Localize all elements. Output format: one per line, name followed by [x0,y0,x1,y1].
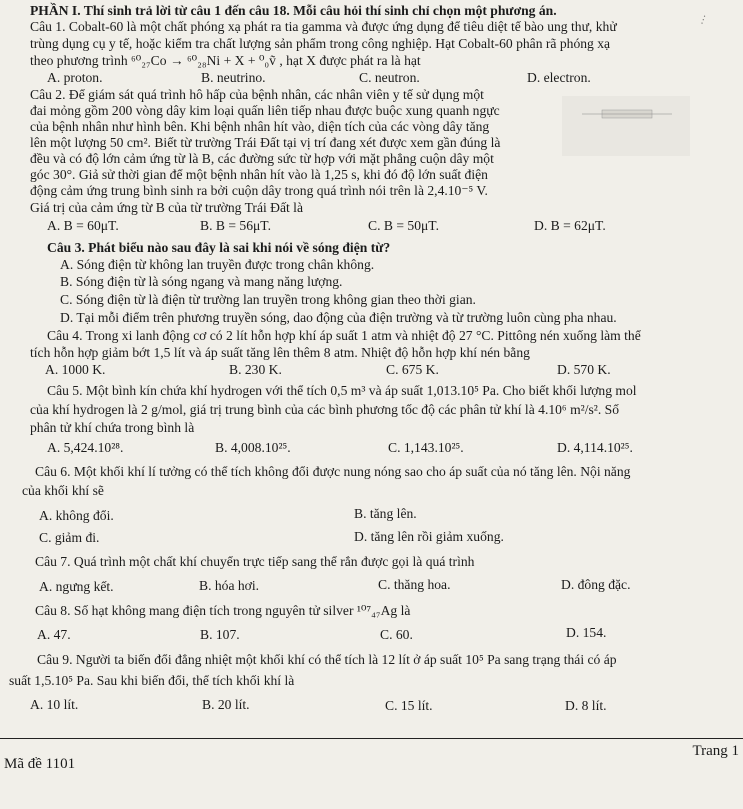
q9-option-c[interactable]: C. 15 lít. [385,698,433,713]
q2-option-a[interactable]: A. B = 60μT. [47,218,119,233]
q4-option-c[interactable]: C. 675 K. [386,362,439,377]
breathing-belt-figure [562,96,690,156]
q4-line1: Câu 4. Trong xi lanh động cơ có 2 lít hỗn hợp khí áp suất 1 atm và nhiệt độ 27 °C. Pittông nén xuống làm thể [47,328,641,343]
exam-code: Mã đề 1101 [4,756,76,772]
q2-line8: Giá trị của cảm ứng từ B của từ trường Trái Đất là [30,200,303,215]
q1-option-a[interactable]: A. proton. [47,70,103,85]
q9-line1: Câu 9. Người ta biến đổi đẳng nhiệt một khối khí có thể tích là 12 lít ở áp suất 10⁵ Pa sang trạng thái có áp [37,652,617,667]
q2-line6: góc 30°. Giả sử thời gian để một bệnh nhân hít vào là 1,25 s, khi đó độ lớn suất điện [30,167,488,182]
q6-option-b[interactable]: B. tăng lên. [354,506,417,521]
footer-divider [0,738,743,739]
q4-option-d[interactable]: D. 570 K. [557,362,611,377]
q2-option-d[interactable]: D. B = 62μT. [534,218,606,233]
q5-line1: Câu 5. Một bình kín chứa khí hydrogen với thể tích 0,5 m³ và áp suất 1,013.10⁵ Pa. Cho biết khối lượng mol [47,383,637,398]
q3-option-b[interactable]: B. Sóng điện từ là sóng ngang và mang năng lượng. [60,274,343,289]
q8-option-b[interactable]: B. 107. [200,627,240,642]
q5-option-d[interactable]: D. 4,114.10²⁵. [557,440,633,455]
q7-option-d[interactable]: D. đông đặc. [561,577,631,592]
q2-line5: đều và có độ lớn cảm ứng từ là B, các đường sức từ hợp với mặt phẳng cuộn dây một [30,151,494,166]
q5-line2: của khí hydrogen là 2 g/mol, giá trị trung bình của các bình phương tốc độ các phân tử khí là 4.10⁶ m²/s². Số [30,402,620,417]
q9-option-a[interactable]: A. 10 lít. [30,697,79,712]
q8-option-a[interactable]: A. 47. [37,627,71,642]
page-edge-scan-artifact: … [693,11,709,27]
q5-option-c[interactable]: C. 1,143.10²⁵. [388,440,464,455]
q9-line2: suất 1,5.10⁵ Pa. Sau khi biến đổi, thể tích khối khí là [9,673,295,688]
q1-option-c[interactable]: C. neutron. [359,70,420,85]
q1-line1: Câu 1. Cobalt-60 là một chất phóng xạ phát ra tia gamma và được ứng dụng để tiêu diệt tế bào ung thư, khử [30,19,617,34]
q4-option-a[interactable]: A. 1000 K. [45,362,106,377]
q4-option-b[interactable]: B. 230 K. [229,362,282,377]
q6-option-c[interactable]: C. giảm đi. [39,530,100,545]
q9-option-d[interactable]: D. 8 lít. [565,698,607,713]
q6-option-d[interactable]: D. tăng lên rồi giảm xuống. [354,529,504,544]
q6-line1: Câu 6. Một khối khí lí tưởng có thể tích không đổi được nung nóng sao cho áp suất của nó tăng lên. Nội năng [35,464,631,479]
q3-option-a[interactable]: A. Sóng điện từ không lan truyền được trong chân không. [60,257,375,272]
q3-option-d[interactable]: D. Tại mỗi điểm trên phương truyền sóng, dao động của điện trường và từ trường luôn cùng pha nhau. [60,310,617,325]
q7-option-b[interactable]: B. hóa hơi. [199,578,260,593]
q5-line3: phân tử khí chứa trong bình là [30,420,195,435]
q7-option-c[interactable]: C. thăng hoa. [378,577,451,592]
q7-line1: Câu 7. Quá trình một chất khí chuyển trực tiếp sang thể rắn được gọi là quá trình [35,554,475,569]
q1-option-b[interactable]: B. neutrino. [201,70,266,85]
q4-line2: tích hỗn hợp giảm bớt 1,5 lít và áp suất tăng lên thêm 8 atm. Nhiệt độ hỗn hợp khí nén bằng [30,345,530,360]
section-header: PHẦN I. Thí sinh trả lời từ câu 1 đến câu 18. Mỗi câu hỏi thí sinh chỉ chọn một phương án. [30,3,557,18]
q1-option-d[interactable]: D. electron. [527,70,591,85]
q6-option-a[interactable]: A. không đổi. [39,508,114,523]
q3-line1: Câu 3. Phát biểu nào sau đây là sai khi nói về sóng điện từ? [47,240,391,255]
q7-option-a[interactable]: A. ngưng kết. [39,579,114,594]
q2-line4: lên một lượng 50 cm². Biết từ trường Trái Đất tại vị trí đang xét được xem gần đúng là [30,135,501,150]
q8-option-d[interactable]: D. 154. [566,625,607,640]
q2-line2: đai mỏng gồm 200 vòng dây kim loại quấn liên tiếp nhau được buộc xung quanh ngực [30,103,500,118]
q3-option-c[interactable]: C. Sóng điện từ là điện từ trường lan truyền trong không gian theo thời gian. [60,292,476,307]
q9-option-b[interactable]: B. 20 lít. [202,697,250,712]
q1-line2: trùng dụng cụ y tế, hoặc kiểm tra chất lượng sản phẩm trong công nghiệp. Hạt Cobalt-60 phân rã phóng xạ [30,36,611,51]
q1-line3: theo phương trình ⁶⁰₂₇Co → ⁶⁰₂₈Ni + X + ⁰₀ṽ , hạt X được phát ra là hạt [30,53,421,68]
q5-option-b[interactable]: B. 4,008.10²⁵. [215,440,291,455]
q8-line1: Câu 8. Số hạt không mang điện tích trong nguyên tử silver ¹⁰⁷₄₇Ag là [35,603,411,618]
q5-option-a[interactable]: A. 5,424.10²⁸. [47,440,124,455]
q2-option-b[interactable]: B. B = 56μT. [200,218,271,233]
q2-line3: của bệnh nhân như hình bên. Khi bệnh nhân hít vào, diện tích của các vòng dây tăng [30,119,490,134]
q2-line1: Câu 2. Để giám sát quá trình hô hấp của bệnh nhân, các nhân viên y tế sử dụng một [30,87,484,102]
q2-line7: động cảm ứng trung bình sinh ra bởi cuộn dây trong quá trình nói trên là 2,4.10⁻⁵ V. [30,183,488,198]
q2-option-c[interactable]: C. B = 50μT. [368,218,439,233]
q6-line2: của khối khí sẽ [22,483,104,498]
page-number: Trang 1 [692,743,739,759]
q8-option-c[interactable]: C. 60. [380,627,413,642]
